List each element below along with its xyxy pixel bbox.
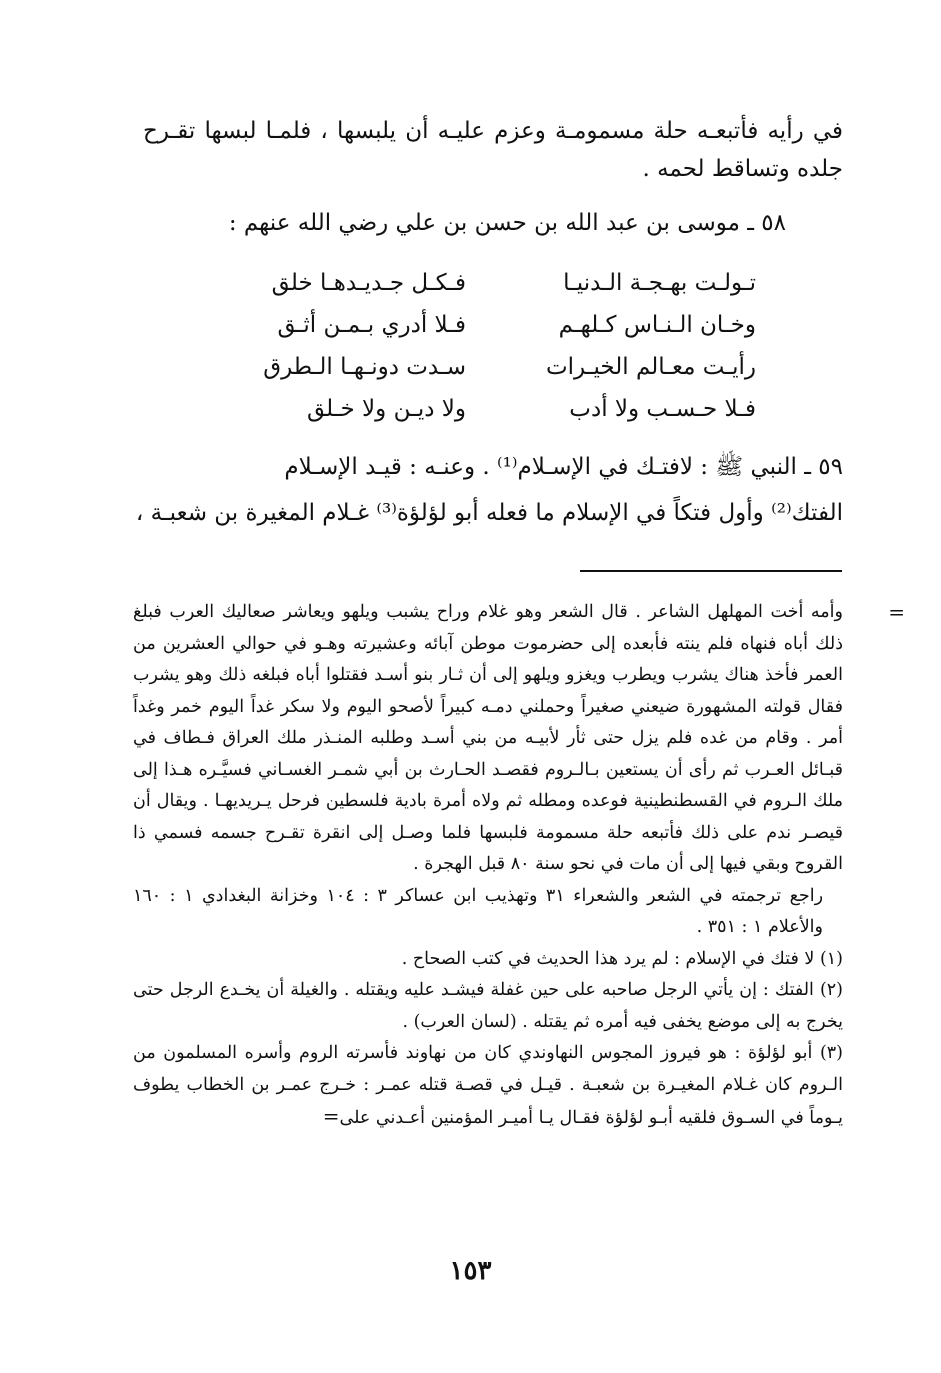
footnote-number: (٢) — [819, 980, 843, 1000]
verse-second-hemistich: ولا ديـن ولا خـلق — [306, 396, 466, 422]
footnote-text: لا فتك في الإسلام : لم يرد هذا الحديث في كتب الصحاح . — [401, 948, 815, 969]
footnote-continuation — [133, 597, 905, 881]
verse-second-hemistich: فـلا أدري بـمـن أثـق — [277, 312, 466, 338]
page-number: ١٥٣ — [449, 1256, 492, 1286]
verse-second-hemistich: فـكـل جـديـدهـا خلق — [271, 270, 466, 296]
footnote-reference: راجع ترجمته في الشعر والشعراء ٣١ وتهذيب ابن عساكر ٣ : ١٠٤ وخزانة البغدادي ١ : ١٦٠ والأعلام ١ : ٣٥١ . — [133, 885, 824, 937]
entry-58-heading: ٥٨ ـ موسى بن عبد الله بن حسن بن علي رضي الله عنهم : — [228, 210, 786, 236]
footnote-item — [133, 1038, 843, 1135]
paragraph-text: في رأيه فأتبعـه حلة مسمومـة وعزم عليـه أن يلبسها ، فلمـا لبسها تقـرح جلده وتساقط لحمه . — [143, 118, 843, 182]
verse-first-hemistich: وخـان الـنـاس كـلهـم — [558, 312, 756, 338]
body-paragraph-top — [143, 112, 843, 188]
footnote-continuation-text: وأمه أخت المهلهل الشاعر . قال الشعر وهو غلام وراح يشبب ويلهو ويعاشر صعاليك العرب فبلغ ذلك أباه فنهاه فلم ينته فأبعده إلى حضرموت موطن آبائه وعشيرته وهـو في حوالي العشرين من العمر فأخذ هناك يشرب ويطرب ويغزو ويلهو إلى أن ثـار بنو أسـد فقتلوا أباه فبلغه ذلك وهو يشرب فقال قولته المشهورة ضيعني صغيراً وحملني دمـه كبيراً لأصحو اليوم ولا سكر غداً اليوم خمر وغداً أمر . وقام من غده فلم يزل حتى ثأر لأبيـه من بني أسـد وطلبه المنـذر ملك العراق فـطاف في قبـائل العـرب ثم رأى أن يستعين بـالـروم فقصـد الحـارث بن أبي شمـر الغسـاني فسيَّـره هـذا إلى ملك الـروم في القسطنطينية فوعده ومطله ثم ولاه أمرة بادية فلسطين فرحل يـريديهـا . ويقال أن قيصـر ندم على ذلك فأتبعه حلة مسمومة فلبسها فلما وصـل إلى انقرة تقـرح جسمه فسمي ذا القروح وبقي فيها إلى أن مات في نحو سنة ٨٠ قبل الهجرة . — [133, 602, 843, 874]
continuation-end-mark: = — [322, 1104, 340, 1128]
entry-59-line-2: الفتك⁽²⁾ وأول فتكاً في الإسلام ما فعله أبو لؤلؤة⁽³⁾ غـلام المغيرة بن شعبـة ، — [135, 500, 843, 526]
footnote-item — [133, 944, 843, 976]
footnote-text: الفتك : إن يأتي الرجل صاحبه على حين غفلة فيشـد عليه ويقتله . والغيلة أن يخـدع الرجل حتى يخرج به إلى موضع يخفى فيه أمره ثم يقتله . (لسان العرب) . — [133, 980, 843, 1032]
verse-line — [226, 262, 756, 304]
poem-verses — [226, 262, 756, 430]
footnote-number: (٣) — [819, 1043, 843, 1063]
footnote-item — [133, 975, 843, 1038]
footnote-text: أبو لؤلؤة : هو فيروز المجوس النهاوندي كان من نهاوند فأسرته الروم وأسره المسلمون من الـروم كان غـلام المغيـرة بن شعبـة . قيـل في قصـة قتله عمـر : خـرج عمـر بن الخطاب يطوف يـوماً في السـوق فلقيه أبـو لؤلؤة فقـال يـا أميـر المؤمنين أعـدني على — [133, 1043, 843, 1128]
entry-59-paragraph — [95, 444, 843, 536]
verse-first-hemistich: فـلا حـسـب ولا أدب — [569, 396, 756, 422]
verse-second-hemistich: سـدت دونـهـا الـطرق — [263, 354, 466, 380]
verse-first-hemistich: رأيـت معـالم الخيـرات — [546, 354, 756, 380]
verse-line — [226, 388, 756, 430]
entry-59-line-1: ٥٩ ـ النبي ﷺ : لافتـك في الإسـلام⁽¹⁾ . وعنـه : قيـد الإسـلام — [284, 454, 843, 480]
footnote-separator — [580, 570, 842, 572]
footnotes-section — [133, 597, 905, 1135]
verse-first-hemistich: تـولـت بهـجـة الـدنيـا — [563, 270, 756, 296]
verse-line — [226, 304, 756, 346]
continuation-mark: = — [888, 600, 905, 624]
verse-line — [226, 346, 756, 388]
footnote-number: (١) — [819, 948, 843, 969]
